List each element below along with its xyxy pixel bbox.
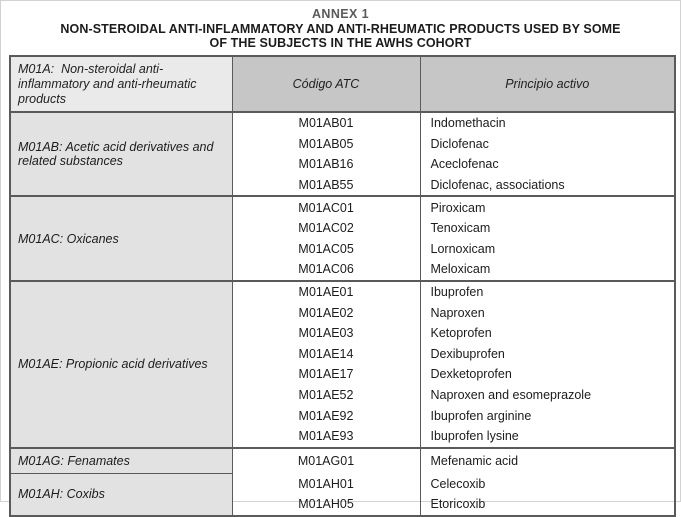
group-label-m01ac: M01AC: Oxicanes <box>10 196 232 280</box>
active-principle-cell: Etoricoxib <box>420 494 675 516</box>
atc-code-cell: M01AH05 <box>232 494 420 516</box>
active-principle-cell: Naproxen and esomeprazole <box>420 385 675 406</box>
atc-code-cell: M01AE14 <box>232 344 420 365</box>
header-atc-code: Código ATC <box>232 56 420 112</box>
atc-code-cell: M01AB16 <box>232 154 420 175</box>
active-principle-cell: Dexibuprofen <box>420 344 675 365</box>
active-principle-cell: Ibuprofen lysine <box>420 426 675 448</box>
atc-code-cell: M01AC02 <box>232 218 420 239</box>
active-principle-cell: Meloxicam <box>420 259 675 281</box>
group-label-m01ae: M01AE: Propionic acid derivatives <box>10 281 232 448</box>
table-row <box>10 474 675 495</box>
active-principle-cell: Mefenamic acid <box>420 448 675 474</box>
table-row <box>10 448 675 474</box>
active-principle-cell: Ibuprofen <box>420 281 675 303</box>
active-principle-cell: Ketoprofen <box>420 323 675 344</box>
active-principle-cell: Indomethacin <box>420 112 675 134</box>
atc-code-cell: M01AC05 <box>232 239 420 260</box>
document-title-line-1: NON-STEROIDAL ANTI-INFLAMMATORY AND ANTI-RHEUMATIC PRODUCTS USED BY SOME <box>60 22 621 36</box>
group-label-m01ab: M01AB: Acetic acid derivatives and related substances <box>10 112 232 196</box>
atc-code-cell: M01AB05 <box>232 134 420 155</box>
atc-code-cell: M01AE02 <box>232 302 420 323</box>
atc-code-cell: M01AC01 <box>232 196 420 218</box>
active-principle-cell: Diclofenac, associations <box>420 175 675 197</box>
active-principle-cell: Diclofenac <box>420 134 675 155</box>
active-principle-cell: Lornoxicam <box>420 239 675 260</box>
table-row <box>10 196 675 218</box>
document-title-line-2: OF THE SUBJECTS IN THE AWHS COHORT <box>209 36 472 50</box>
active-principle-cell: Celecoxib <box>420 474 675 495</box>
atc-code-cell: M01AE93 <box>232 426 420 448</box>
atc-code-cell: M01AB55 <box>232 175 420 197</box>
atc-code-cell: M01AB01 <box>232 112 420 134</box>
annex-table <box>9 55 676 517</box>
atc-code-cell: M01AG01 <box>232 448 420 474</box>
active-principle-cell: Dexketoprofen <box>420 364 675 385</box>
header-active-principle: Principio activo <box>420 56 675 112</box>
header-row <box>10 56 675 112</box>
header-products: M01A: Non-steroidal anti-inflammatory and anti-rheumatic products <box>10 56 232 112</box>
atc-code-cell: M01AE52 <box>232 385 420 406</box>
active-principle-cell: Ibuprofen arginine <box>420 405 675 426</box>
active-principle-cell: Tenoxicam <box>420 218 675 239</box>
table-row <box>10 281 675 303</box>
active-principle-cell: Aceclofenac <box>420 154 675 175</box>
atc-code-cell: M01AE17 <box>232 364 420 385</box>
atc-code-cell: M01AE92 <box>232 405 420 426</box>
atc-code-cell: M01AE03 <box>232 323 420 344</box>
table-row <box>10 112 675 134</box>
atc-code-cell: M01AH01 <box>232 474 420 495</box>
atc-code-cell: M01AC06 <box>232 259 420 281</box>
atc-code-cell: M01AE01 <box>232 281 420 303</box>
group-label-m01ah: M01AH: Coxibs <box>10 474 232 516</box>
document-title-block <box>1 1 680 50</box>
active-principle-cell: Naproxen <box>420 302 675 323</box>
group-label-m01ag: M01AG: Fenamates <box>10 448 232 474</box>
active-principle-cell: Piroxicam <box>420 196 675 218</box>
annex-heading: ANNEX 1 <box>312 7 369 21</box>
